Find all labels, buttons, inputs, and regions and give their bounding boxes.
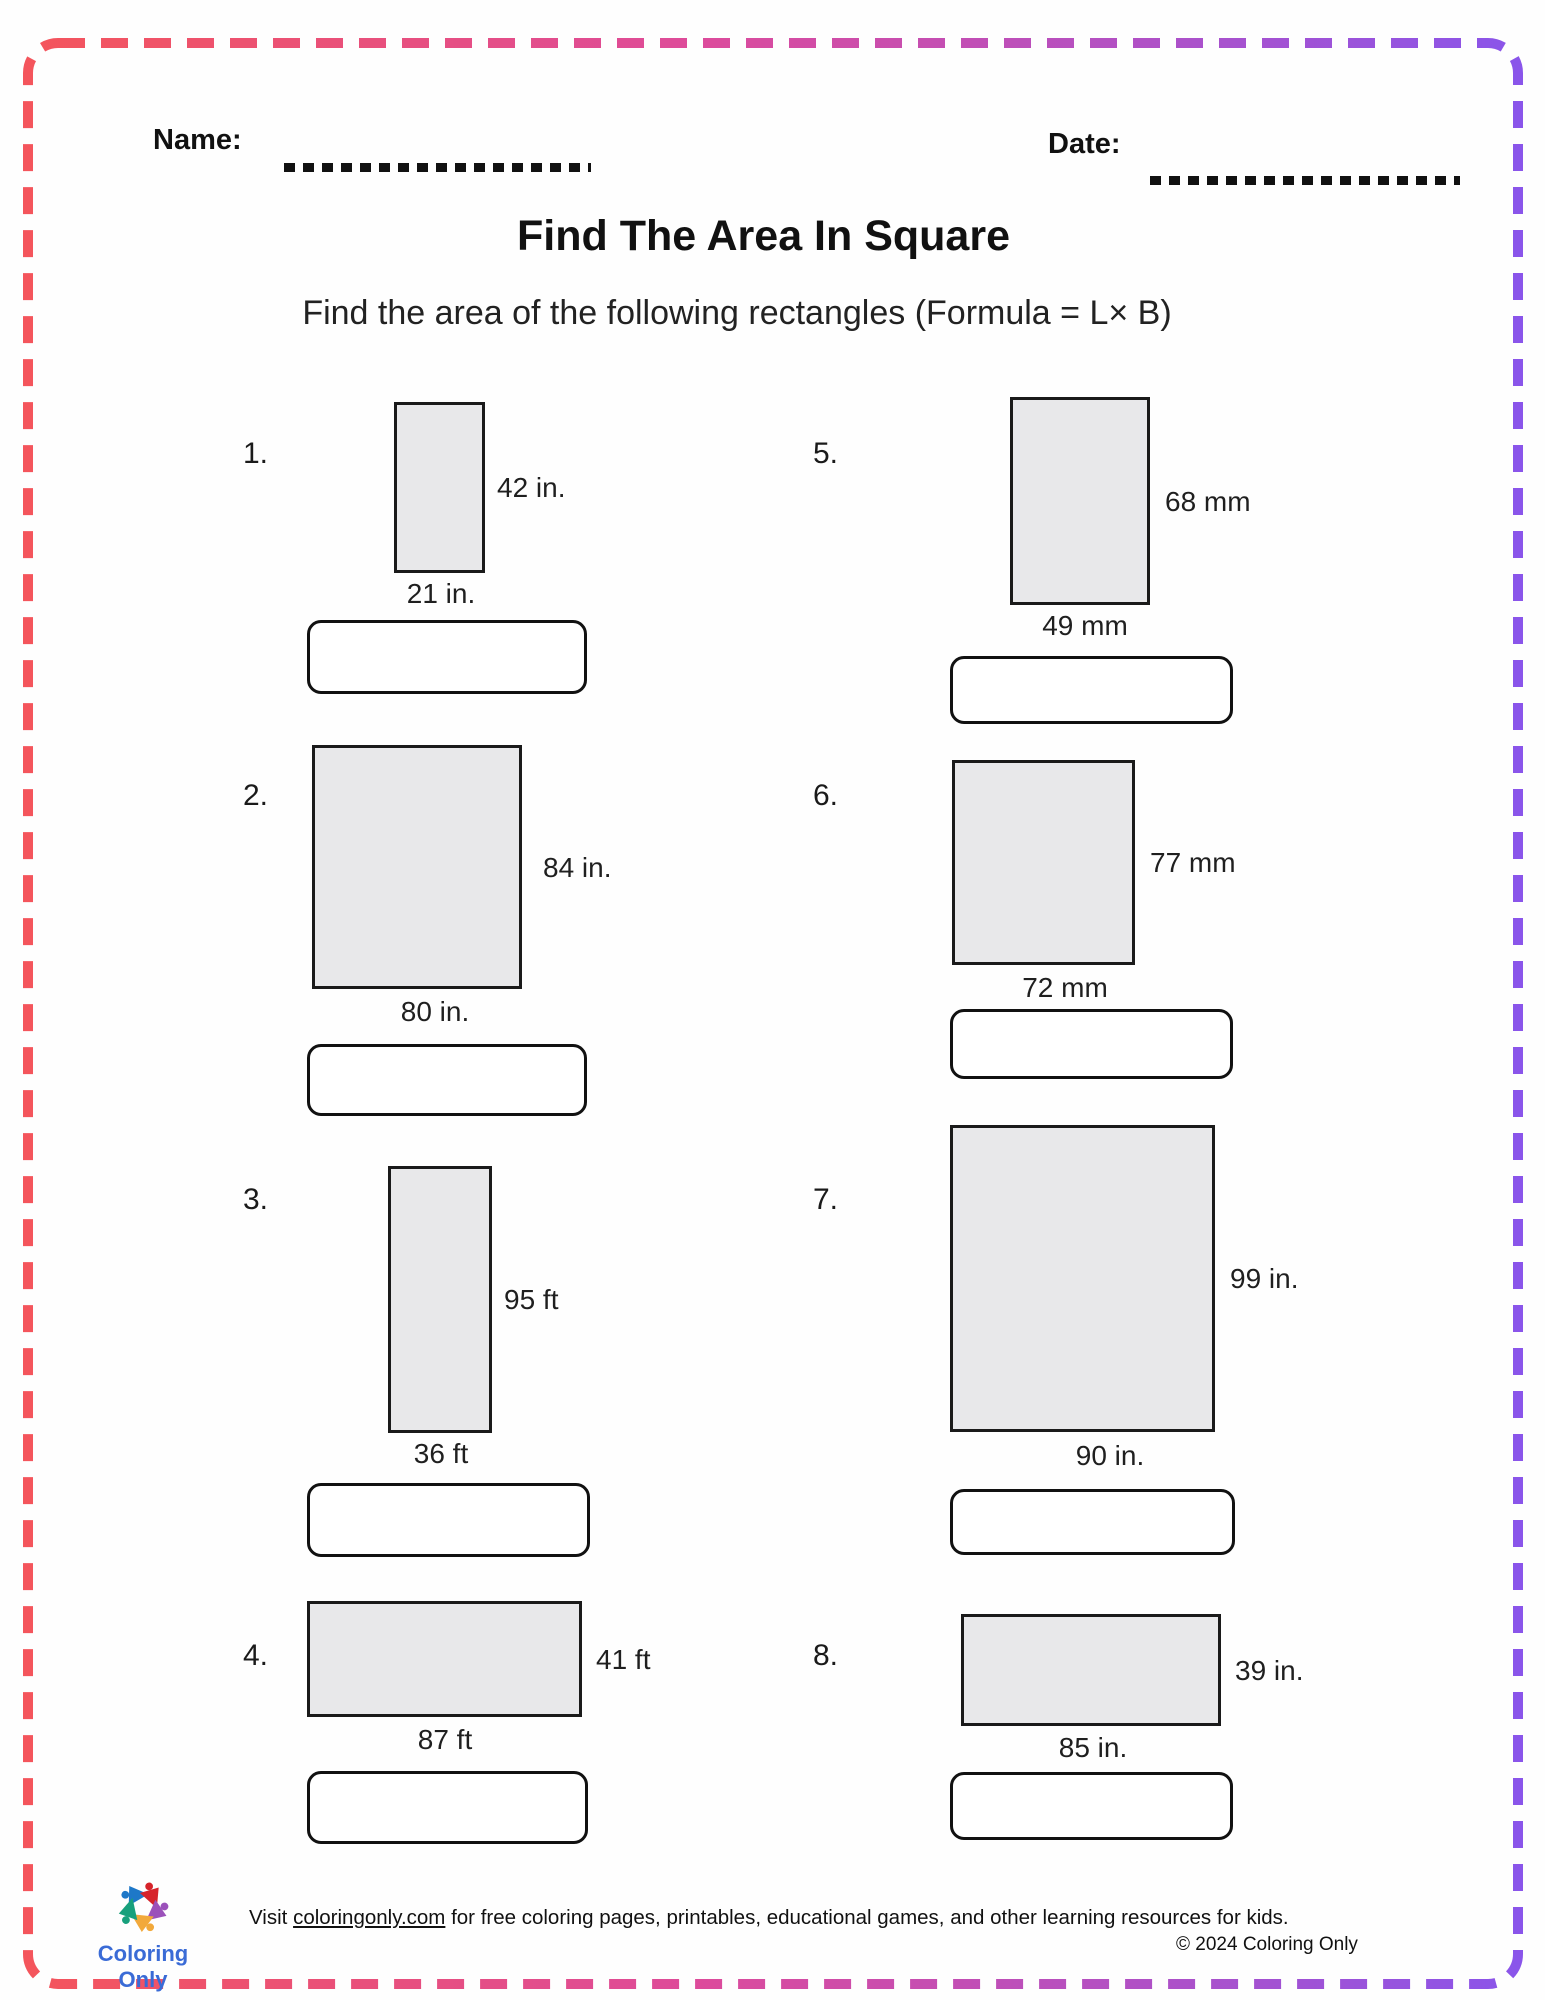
instructions: Find the area of the following rectangles (Formula = L× B): [302, 294, 1172, 332]
width-dimension-label: 21 in.: [406, 578, 476, 609]
coloring-only-logo: [77, 1876, 209, 1993]
logo-wordmark: Coloring Only: [97, 1941, 189, 1992]
answer-box[interactable]: [307, 620, 587, 694]
width-dimension-label: 87 ft: [417, 1724, 473, 1755]
problem-number: 8.: [813, 1639, 839, 1672]
date-label: Date:: [1048, 128, 1121, 160]
rectangle-shape: [1010, 397, 1150, 605]
answer-box[interactable]: [307, 1044, 587, 1116]
problem-number: 7.: [813, 1183, 839, 1216]
problem-number: 6.: [813, 779, 839, 812]
problem-number: 5.: [813, 437, 839, 470]
height-dimension-label: 42 in.: [497, 472, 566, 503]
rectangle-shape: [394, 402, 485, 573]
problem-number: 3.: [243, 1183, 269, 1216]
height-dimension-label: 39 in.: [1235, 1655, 1304, 1686]
rectangle-shape: [388, 1166, 492, 1433]
width-dimension-label: 85 in.: [1058, 1732, 1128, 1763]
footer-note: [249, 1902, 1419, 1934]
problem-number: 1.: [243, 437, 269, 470]
rectangle-shape: [952, 760, 1135, 965]
width-dimension-label: 36 ft: [413, 1438, 469, 1469]
height-dimension-label: 77 mm: [1150, 847, 1236, 878]
height-dimension-label: 68 mm: [1165, 486, 1251, 517]
answer-box[interactable]: [950, 1009, 1233, 1079]
name-field[interactable]: [284, 163, 591, 172]
height-dimension-label: 84 in.: [543, 852, 612, 883]
answer-box[interactable]: [950, 1772, 1233, 1840]
answer-box[interactable]: [950, 656, 1233, 724]
footer-note-prefix: Visit: [249, 1906, 294, 1929]
rectangle-shape: [961, 1614, 1221, 1726]
coloring-only-star-icon: [95, 1876, 191, 1938]
rectangle-shape: [950, 1125, 1215, 1432]
problem-number: 4.: [243, 1639, 269, 1672]
width-dimension-label: 80 in.: [400, 996, 470, 1027]
copyright: © 2024 Coloring Only: [1176, 1934, 1358, 1955]
date-field[interactable]: [1150, 176, 1460, 185]
rectangle-shape: [312, 745, 522, 989]
footer-note-suffix: for free coloring pages, printables, educational games, and other learning resources for kids.: [445, 1906, 1289, 1929]
answer-box[interactable]: [307, 1483, 590, 1557]
rectangle-shape: [307, 1601, 582, 1717]
answer-box[interactable]: [950, 1489, 1235, 1555]
height-dimension-label: 99 in.: [1230, 1263, 1299, 1294]
answer-box[interactable]: [307, 1771, 588, 1844]
height-dimension-label: 95 ft: [504, 1284, 559, 1315]
name-label: Name:: [153, 124, 242, 156]
width-dimension-label: 72 mm: [1022, 972, 1108, 1003]
height-dimension-label: 41 ft: [596, 1644, 651, 1675]
problem-number: 2.: [243, 779, 269, 812]
page-title: Find The Area In Square: [517, 212, 1010, 260]
width-dimension-label: 90 in.: [1075, 1440, 1145, 1471]
coloringonly-link[interactable]: coloringonly.com: [293, 1906, 446, 1929]
width-dimension-label: 49 mm: [1042, 610, 1128, 641]
